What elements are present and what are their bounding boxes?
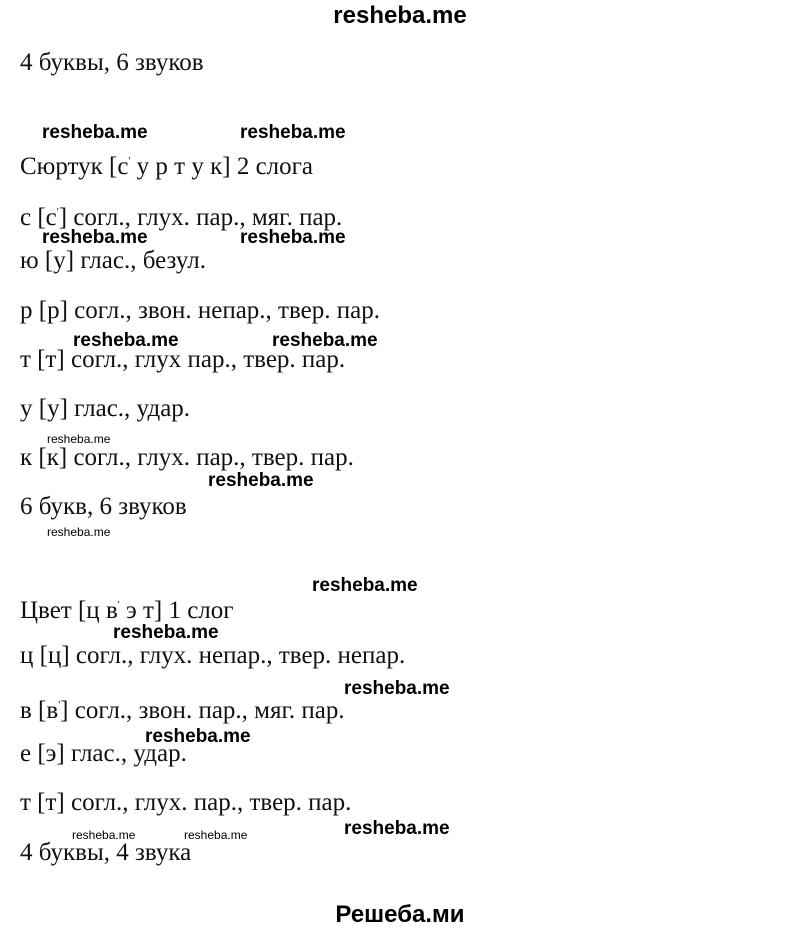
answer-line: 4 буквы, 6 звуков	[20, 49, 204, 76]
watermark: resheba.me	[344, 818, 450, 839]
watermark: resheba.me	[184, 828, 248, 842]
soft-mark: '	[56, 206, 59, 218]
soft-mark: '	[117, 599, 120, 611]
watermark: resheba.me	[208, 470, 314, 491]
sound-line: ю [у] глас., безул.	[20, 247, 206, 274]
transcription-end: э т] 1 слог	[119, 597, 234, 624]
watermark: resheba.me	[42, 227, 148, 248]
watermark: resheba.me	[145, 726, 251, 747]
watermark: resheba.me	[240, 122, 346, 143]
site-header: resheba.me	[333, 2, 467, 29]
watermark: resheba.me	[113, 622, 219, 643]
word-transcription	[20, 146, 313, 182]
watermark: resheba.me	[72, 828, 136, 842]
sound-description: ] согл., звон. пар., мяг. пар.	[60, 697, 345, 724]
sound-line: е [э] глас., удар.	[20, 740, 187, 767]
sound-letter: в [в	[20, 697, 59, 724]
watermark: resheba.me	[47, 525, 111, 539]
sound-line: т [т] согл., глух пар., твер. пар.	[20, 346, 346, 373]
watermark: resheba.me	[312, 575, 418, 596]
transcription-start: Цвет [ц в	[20, 597, 118, 624]
transcription-end: у р т у к] 2 слога	[130, 153, 313, 180]
sound-line	[20, 690, 345, 726]
site-footer: Решеба.ми	[335, 901, 465, 928]
watermark: resheba.me	[47, 432, 111, 446]
answer-line: 4 буквы, 4 звука	[20, 839, 192, 866]
soft-mark: '	[58, 699, 61, 711]
sound-line: р [р] согл., звон. непар., твер. пар.	[20, 297, 380, 324]
word-transcription	[20, 590, 234, 626]
sound-line: т [т] согл., глух. пар., твер. пар.	[20, 789, 352, 816]
sound-line: к [к] согл., глух. пар., твер. пар.	[20, 444, 354, 471]
watermark: resheba.me	[42, 122, 148, 143]
sound-line: ц [ц] согл., глух. непар., твер. непар.	[20, 642, 406, 669]
watermark: resheba.me	[272, 330, 378, 351]
watermark: resheba.me	[344, 678, 450, 699]
watermark: resheba.me	[240, 227, 346, 248]
soft-mark: '	[128, 155, 131, 167]
sound-letter: с [с	[20, 204, 57, 231]
sound-description: ] согл., глух. пар., мяг. пар.	[58, 204, 343, 231]
watermark: resheba.me	[73, 330, 179, 351]
sound-line: у [у] глас., удар.	[20, 395, 191, 422]
answer-line: 6 букв, 6 звуков	[20, 493, 187, 520]
transcription-start: Сюртук [с	[20, 153, 129, 180]
